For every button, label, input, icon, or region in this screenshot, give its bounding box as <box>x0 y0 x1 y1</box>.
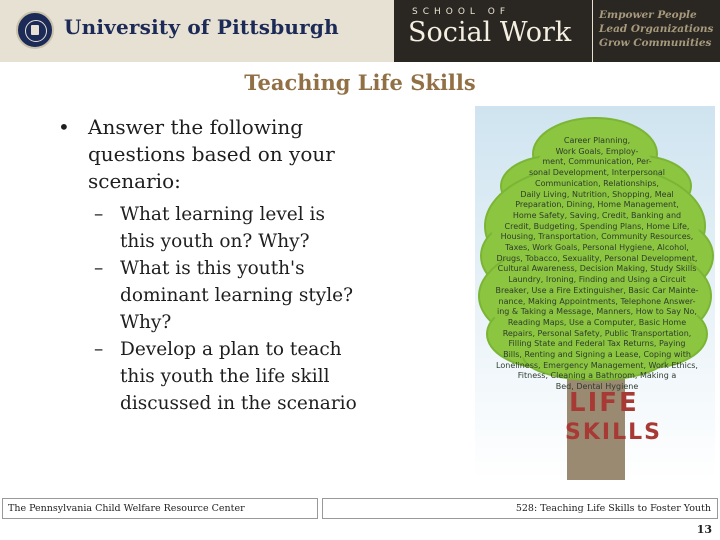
tree-skill-line: Filling State and Federal Tax Returns, Paying <box>508 339 686 349</box>
sub-bullet-text: Develop a plan to teach this youth the life skill discussed in the scenario <box>120 339 357 414</box>
header-banner <box>0 0 720 62</box>
tree-skill-line: Bills, Renting and Signing a Lease, Coping with <box>503 350 691 360</box>
life-skills-tree-image <box>475 106 715 480</box>
tree-skill-line: sonal Development, Interpersonal <box>528 168 666 178</box>
tree-skill-line: Home Safety, Saving, Credit, Banking and <box>512 210 682 220</box>
tree-skill-line: Work Goals, Employ- <box>555 146 639 156</box>
tree-skill-line: Loneliness, Emergency Management, Work Ethics, <box>496 360 698 370</box>
school-tagline <box>593 0 720 62</box>
tree-skill-line: ment, Communication, Per- <box>542 157 652 167</box>
tree-skill-line: Career Planning, <box>563 136 631 145</box>
sub-bullet-marker: – <box>94 258 104 279</box>
bullet-text: Answer the following questions based on your scenario: <box>88 115 335 193</box>
slide-content <box>58 114 358 417</box>
sub-bullet-text: What is this youth's dominant learning style? Why? <box>120 258 353 333</box>
tagline-line: Lead Organizations <box>599 23 714 35</box>
trunk-word-skills: SKILLS <box>565 420 662 445</box>
tree-skill-line: Cultural Awareness, Decision Making, Study Skills <box>497 264 697 274</box>
tree-skill-line: ing & Taking a Message, Manners, How to Say No, <box>497 307 697 317</box>
tree-skill-line: Breaker, Use a Fire Extinguisher, Basic Car Mainte- <box>495 285 699 295</box>
tagline-line: Empower People <box>599 9 697 21</box>
tree-skill-line: Communication, Relationships, <box>535 178 659 188</box>
sub-bullet-marker: – <box>94 339 104 360</box>
sub-bullet-item <box>58 336 358 417</box>
footer-course-title: 528: Teaching Life Skills to Foster Youth <box>322 498 718 519</box>
university-name: University of Pittsburgh <box>64 15 339 39</box>
tree-skill-line: Repairs, Personal Safety, Public Transportation, <box>502 328 692 338</box>
tree-skill-line: Fitness, Cleaning a Bathroom, Making a <box>517 371 677 381</box>
slide-title: Teaching Life Skills <box>244 70 476 95</box>
bullet-item <box>58 114 358 195</box>
tree-skill-line: Preparation, Dining, Home Management, <box>515 200 679 210</box>
bullet-marker: • <box>58 115 70 139</box>
school-logo-small-text: SCHOOL OF <box>412 7 511 17</box>
tree-skill-line: Housing, Transportation, Community Resources, <box>500 232 694 242</box>
page-number: 13 <box>696 523 712 536</box>
tree-skill-line: Taxes, Work Goals, Personal Hygiene, Alcohol, <box>505 243 689 253</box>
tree-skill-line: nance, Making Appointments, Telephone Answer- <box>498 296 696 306</box>
trunk-word-life: LIFE <box>569 388 639 418</box>
sub-bullet-marker: – <box>94 204 104 225</box>
tree-skill-line: Daily Living, Nutrition, Shopping, Meal <box>520 189 674 199</box>
tree-crown-skills-list <box>485 136 709 393</box>
sub-bullet-list <box>58 201 358 417</box>
tagline-line: Grow Communities <box>599 37 712 49</box>
tree-skill-line: Drugs, Tobacco, Sexuality, Personal Development, <box>496 253 698 263</box>
sub-bullet-item <box>58 255 358 336</box>
school-logo <box>394 0 592 62</box>
school-logo-big-text: Social Work <box>408 17 572 48</box>
tree-skill-line: Bed, Dental Hygiene <box>555 382 639 392</box>
tree-skill-line: Laundry, Ironing, Finding and Using a Circuit <box>508 275 686 285</box>
sub-bullet-text: What learning level is this youth on? Why? <box>120 204 325 252</box>
tree-skill-line: Credit, Budgeting, Spending Plans, Home Life, <box>504 221 690 231</box>
tree-skill-line: Reading Maps, Use a Computer, Basic Home <box>507 317 687 327</box>
university-seal-icon <box>16 11 54 49</box>
sub-bullet-item <box>58 201 358 255</box>
footer-organization: The Pennsylvania Child Welfare Resource Center <box>2 498 318 519</box>
